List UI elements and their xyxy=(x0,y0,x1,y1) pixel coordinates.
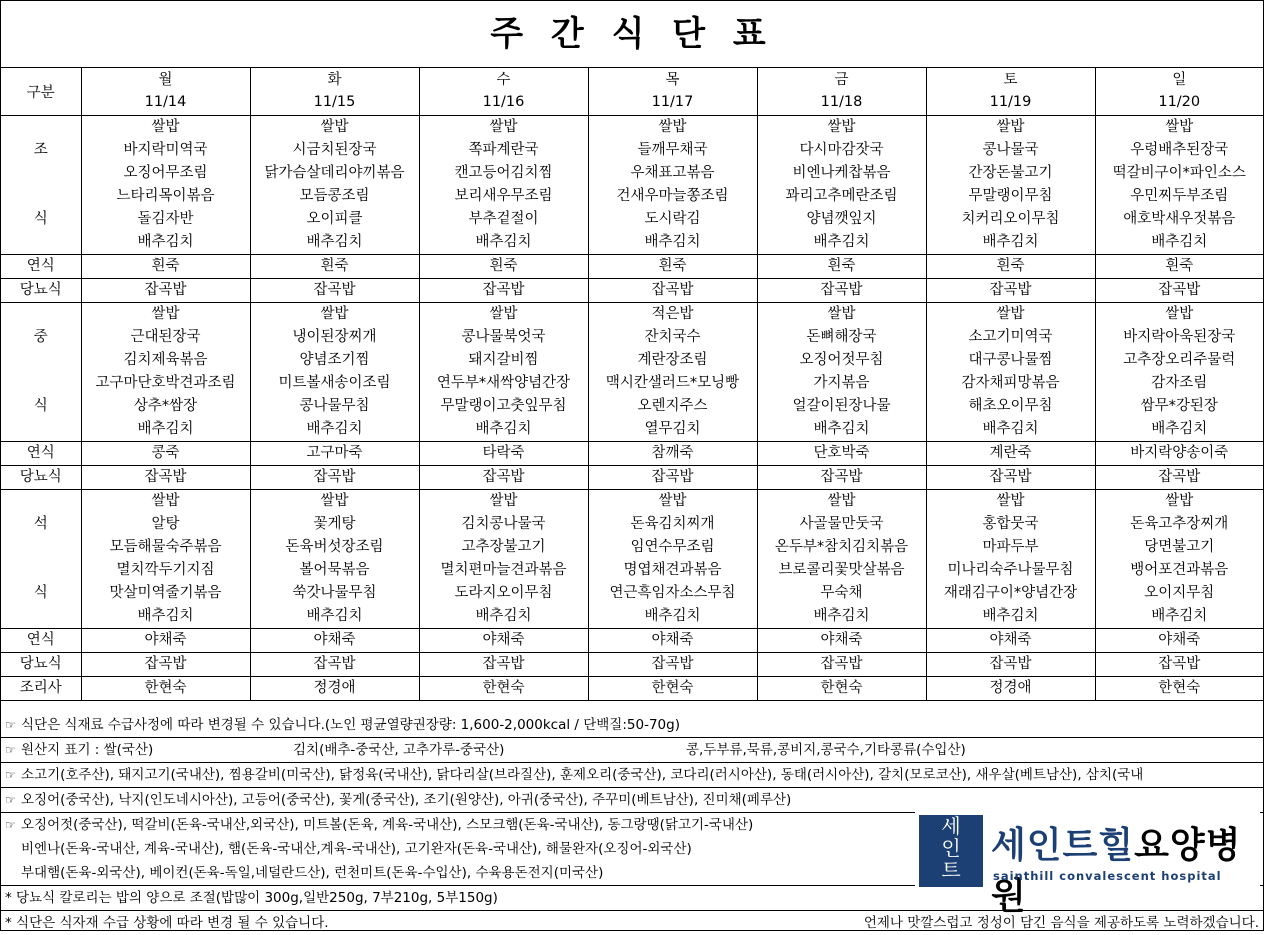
menu-item: 오징어젓무침 xyxy=(757,349,926,372)
menu-item: 야채죽 xyxy=(1095,629,1263,653)
menu-item: 소고기미역국 xyxy=(926,326,1095,349)
menu-item: 당면불고기 xyxy=(1095,536,1263,559)
day-date: 11/14 xyxy=(144,94,187,110)
menu-item: 한현숙 xyxy=(1095,677,1263,701)
day-date: 11/16 xyxy=(482,94,525,110)
note-text: * 당뇨식 칼로리는 밥의 양으로 조절(밥많이 300g,일반250g, 7부210g, 5부150g) xyxy=(5,890,498,906)
meal-label: 당뇨식 xyxy=(1,466,81,490)
weekly-menu-table xyxy=(1,67,1263,701)
menu-item: 도시락김 xyxy=(588,208,757,231)
menu-item: 쪽파계란국 xyxy=(419,139,588,162)
menu-item: 한현숙 xyxy=(757,677,926,701)
menu-item: 흰죽 xyxy=(1095,255,1263,279)
menu-item: 브로콜리꽃맛살볶음 xyxy=(757,559,926,582)
meal-label xyxy=(1,116,81,140)
menu-item: 꽃게탕 xyxy=(250,513,419,536)
menu-item: 고추장오리주물럭 xyxy=(1095,349,1263,372)
menu-item: 김치제육볶음 xyxy=(123,352,208,368)
meal-label: 식 xyxy=(1,208,81,231)
menu-item: 볼어묵볶음 xyxy=(250,559,419,582)
menu-item: 오징어무조림 xyxy=(123,165,208,181)
menu-item: 적은밥 xyxy=(588,303,757,327)
menu-item: 떡갈비구이*파인소스 xyxy=(1095,162,1263,185)
menu-item: 잡곡밥 xyxy=(588,653,757,677)
day-date: 11/20 xyxy=(1158,94,1201,110)
meal-label xyxy=(1,605,81,629)
menu-item: 잡곡밥 xyxy=(419,653,588,677)
menu-item: 잡곡밥 xyxy=(81,466,250,490)
menu-item: 온두부*참치김치볶음 xyxy=(757,536,926,559)
logo-name: 세인트힐요양병원 xyxy=(991,825,1242,917)
menu-item: 정경애 xyxy=(926,677,1095,701)
menu-item: 잡곡밥 xyxy=(81,279,250,303)
day-header-row xyxy=(1,67,1263,116)
menu-item: 바지락미역국 xyxy=(123,142,208,158)
footer-left-text: * 식단은 식자재 수급 상황에 따라 변경 될 수 있습니다. xyxy=(5,915,329,931)
menu-item: 배추김치 xyxy=(81,418,250,442)
menu-item: 연근흑임자소스무침 xyxy=(588,582,757,605)
menu-item: 쌀밥 xyxy=(419,116,588,140)
day-name: 월 xyxy=(158,72,173,88)
menu-item: 쌀밥 xyxy=(151,493,180,509)
menu-item: 바지락아욱된장국 xyxy=(1095,326,1263,349)
menu-item: 흰죽 xyxy=(588,255,757,279)
menu-item: 쌀밥 xyxy=(757,116,926,140)
menu-item: 한현숙 xyxy=(81,677,250,701)
pointing-hand-icon: ☞ xyxy=(5,718,16,732)
menu-item: 야채죽 xyxy=(588,629,757,653)
menu-item: 배추김치 xyxy=(926,231,1095,255)
menu-item: 애호박새우젓볶음 xyxy=(1095,208,1263,231)
menu-item: 시금치된장국 xyxy=(250,139,419,162)
menu-item: 비엔나케찹볶음 xyxy=(757,162,926,185)
meal-label xyxy=(1,349,81,372)
meal-label: 식 xyxy=(1,582,81,605)
menu-item: 잡곡밥 xyxy=(588,279,757,303)
page-title: 주 간 식 단 표 xyxy=(1,1,1263,68)
note-text: 콩,두부류,묵류,콩비지,콩국수,기타콩류(수입산) xyxy=(686,742,966,758)
meal-label: 석 xyxy=(1,513,81,536)
menu-item: 한현숙 xyxy=(419,677,588,701)
pointing-hand-icon: ☞ xyxy=(5,818,16,832)
menu-item: 감자채피망볶음 xyxy=(926,372,1095,395)
menu-item: 열무김치 xyxy=(588,418,757,442)
menu-item: 우렁배추된장국 xyxy=(1095,139,1263,162)
menu-row xyxy=(1,303,1263,327)
note-row xyxy=(1,788,1263,813)
note-text: 비엔나(돈육-국내산, 계육-국내산), 햄(돈육-국내산,계육-국내산), 고기완자(돈육-국내산), 해물완자(오징어-외국산) xyxy=(21,841,692,857)
menu-item: 부추겉절이 xyxy=(419,208,588,231)
menu-item: 배추김치 xyxy=(1095,418,1263,442)
day-date: 11/15 xyxy=(313,94,356,110)
menu-item: 건새우마늘쫑조림 xyxy=(588,185,757,208)
menu-item: 양념조기찜 xyxy=(250,349,419,372)
menu-item: 해초오이무침 xyxy=(926,395,1095,418)
menu-item: 쌀밥 xyxy=(926,490,1095,514)
menu-item: 캔고등어김치찜 xyxy=(419,162,588,185)
menu-item: 꽈리고추메란조림 xyxy=(757,185,926,208)
menu-item: 쌀밥 xyxy=(588,116,757,140)
menu-item: 쌀밥 xyxy=(588,490,757,514)
menu-item: 배추김치 xyxy=(419,418,588,442)
menu-item: 쌀밥 xyxy=(419,490,588,514)
menu-item: 잡곡밥 xyxy=(1095,466,1263,490)
note-text: 김치(배추-중국산, 고추가루-중국산) xyxy=(293,742,505,758)
menu-item: 고구마단호박견과조림 xyxy=(95,375,236,391)
menu-item: 가지볶음 xyxy=(757,372,926,395)
menu-item: 바지락양송이죽 xyxy=(1095,442,1263,466)
menu-item: 쌀밥 xyxy=(1095,303,1263,327)
day-header xyxy=(926,67,1095,116)
menu-row xyxy=(1,139,1263,162)
meal-label: 조리사 xyxy=(1,677,81,701)
logo-emblem: 세 인 트 xyxy=(919,815,983,887)
menu-row xyxy=(1,559,1263,582)
menu-row xyxy=(1,116,1263,140)
menu-item: 쌀밥 xyxy=(151,119,180,135)
menu-item: 잡곡밥 xyxy=(588,466,757,490)
day-name: 수 xyxy=(496,72,511,88)
menu-item: 흰죽 xyxy=(419,255,588,279)
menu-item: 맛살미역줄기볶음 xyxy=(109,585,222,601)
menu-item: 느타리목이볶음 xyxy=(116,188,215,204)
day-name: 일 xyxy=(1172,72,1187,88)
menu-item: 돌김자반 xyxy=(137,211,194,227)
menu-item: 배추김치 xyxy=(250,231,419,255)
menu-item: 양념깻잎지 xyxy=(757,208,926,231)
menu-row xyxy=(1,582,1263,605)
menu-row xyxy=(1,162,1263,185)
note-text: 식단은 식재료 수급사정에 따라 변경될 수 있습니다.(노인 평균열량권장량: 1,600-2,000kcal / 단백질:50-70g) xyxy=(21,717,680,733)
menu-item: 잡곡밥 xyxy=(926,653,1095,677)
menu-item: 마파두부 xyxy=(926,536,1095,559)
menu-item: 감자조림 xyxy=(1095,372,1263,395)
menu-item: 잡곡밥 xyxy=(1095,279,1263,303)
category-header: 구분 xyxy=(1,67,81,116)
menu-item: 잡곡밥 xyxy=(419,279,588,303)
menu-item: 잡곡밥 xyxy=(250,279,419,303)
menu-item: 간장돈불고기 xyxy=(926,162,1095,185)
meal-label xyxy=(1,372,81,395)
menu-item: 배추김치 xyxy=(926,418,1095,442)
menu-item: 계란죽 xyxy=(926,442,1095,466)
day-name: 화 xyxy=(327,72,342,88)
menu-item: 도라지오이무침 xyxy=(419,582,588,605)
menu-row xyxy=(1,418,1263,442)
menu-item: 잔치국수 xyxy=(588,326,757,349)
menu-item: 잡곡밥 xyxy=(1095,653,1263,677)
menu-item: 쌀밥 xyxy=(250,116,419,140)
meal-label xyxy=(1,536,81,559)
menu-item: 모듬콩조림 xyxy=(250,185,419,208)
menu-row xyxy=(1,653,1263,677)
day-date: 11/17 xyxy=(651,94,694,110)
menu-item: 멸치편마늘견과볶음 xyxy=(419,559,588,582)
menu-item: 오렌지주스 xyxy=(588,395,757,418)
menu-item: 흰죽 xyxy=(81,255,250,279)
meal-label: 식 xyxy=(1,395,81,418)
menu-item: 배추김치 xyxy=(81,605,250,629)
pointing-hand-icon: ☞ xyxy=(5,793,16,807)
menu-item: 콩나물무침 xyxy=(250,395,419,418)
menu-item: 한현숙 xyxy=(588,677,757,701)
meal-label xyxy=(1,418,81,442)
note-text: 오징어젓(중국산), 떡갈비(돈육-국내산,외국산), 미트볼(돈육, 계육-국내산), 스모크햄(돈육-국내산), 동그랑땡(닭고기-국내산) xyxy=(21,817,754,833)
menu-item: 배추김치 xyxy=(1095,231,1263,255)
menu-item: 미트볼새송이조림 xyxy=(250,372,419,395)
menu-row xyxy=(1,536,1263,559)
menu-item: 치커리오이무침 xyxy=(926,208,1095,231)
menu-item: 명엽채견과볶음 xyxy=(588,559,757,582)
day-header xyxy=(757,67,926,116)
menu-item: 배추김치 xyxy=(1095,605,1263,629)
menu-item: 대구콩나물찜 xyxy=(926,349,1095,372)
note-text: 원산지 표기 : 쌀(국산) xyxy=(21,742,154,758)
menu-item: 연두부*새싹양념간장 xyxy=(419,372,588,395)
menu-item: 콩나물북엇국 xyxy=(419,326,588,349)
menu-row xyxy=(1,279,1263,303)
meal-label: 중 xyxy=(1,326,81,349)
menu-item: 계란장조림 xyxy=(588,349,757,372)
menu-row xyxy=(1,605,1263,629)
menu-item: 임연수무조림 xyxy=(588,536,757,559)
menu-item: 배추김치 xyxy=(588,605,757,629)
day-header xyxy=(419,67,588,116)
menu-item: 단호박죽 xyxy=(757,442,926,466)
menu-item: 쌀밥 xyxy=(1095,490,1263,514)
day-date: 11/18 xyxy=(820,94,863,110)
day-name: 토 xyxy=(1003,72,1018,88)
menu-item: 상추*쌈장 xyxy=(133,398,198,414)
menu-item: 야채죽 xyxy=(757,629,926,653)
menu-item: 배추김치 xyxy=(419,231,588,255)
day-header xyxy=(250,67,419,116)
menu-item: 배추김치 xyxy=(757,418,926,442)
day-header xyxy=(588,67,757,116)
menu-item: 야채죽 xyxy=(250,629,419,653)
menu-item: 무말랭이무침 xyxy=(926,185,1095,208)
menu-item: 고구마죽 xyxy=(250,442,419,466)
meal-label xyxy=(1,231,81,255)
menu-item: 맥시칸샐러드*모닝빵 xyxy=(588,372,757,395)
menu-item: 잡곡밥 xyxy=(757,279,926,303)
menu-item: 배추김치 xyxy=(250,605,419,629)
menu-item: 쌀밥 xyxy=(250,303,419,327)
menu-item: 잡곡밥 xyxy=(419,466,588,490)
menu-row xyxy=(1,629,1263,653)
menu-item: 흰죽 xyxy=(757,255,926,279)
menu-item: 정경애 xyxy=(250,677,419,701)
menu-item: 타락죽 xyxy=(419,442,588,466)
note-row xyxy=(1,738,1263,763)
menu-item: 잡곡밥 xyxy=(926,279,1095,303)
menu-item: 모듬해물숙주볶음 xyxy=(109,539,222,555)
note-row xyxy=(1,763,1263,788)
menu-item: 야채죽 xyxy=(81,629,250,653)
menu-row xyxy=(1,395,1263,418)
menu-item: 냉이된장찌개 xyxy=(250,326,419,349)
menu-item: 흰죽 xyxy=(926,255,1095,279)
menu-item: 우채표고볶음 xyxy=(588,162,757,185)
menu-item: 야채죽 xyxy=(926,629,1095,653)
menu-item: 쑥갓나물무침 xyxy=(250,582,419,605)
menu-item: 쌀밥 xyxy=(926,303,1095,327)
meal-label xyxy=(1,490,81,514)
menu-item: 배추김치 xyxy=(588,231,757,255)
meal-label: 당뇨식 xyxy=(1,653,81,677)
menu-item: 오이지무침 xyxy=(1095,582,1263,605)
note-text: 부대햄(돈육-외국산), 베이컨(돈육-독일,네덜란드산), 런천미트(돈육-수입산), 수육용돈전지(미국산) xyxy=(21,865,604,881)
meal-label xyxy=(1,303,81,327)
note-text: 오징어(중국산), 낙지(인도네시아산), 고등어(중국산), 꽃게(중국산), 조기(원양산), 아귀(중국산), 주꾸미(베트남산), 진미채(페루산) xyxy=(21,792,792,808)
menu-item: 닭가슴살데리야끼볶음 xyxy=(250,162,419,185)
menu-item: 돈뼈해장국 xyxy=(757,326,926,349)
meal-label: 당뇨식 xyxy=(1,279,81,303)
menu-row xyxy=(1,490,1263,514)
menu-item: 배추김치 xyxy=(757,605,926,629)
menu-item: 돼지갈비찜 xyxy=(419,349,588,372)
menu-row xyxy=(1,513,1263,536)
menu-row xyxy=(1,326,1263,349)
menu-item: 잡곡밥 xyxy=(926,466,1095,490)
meal-label: 연식 xyxy=(1,629,81,653)
menu-item: 쌀밥 xyxy=(419,303,588,327)
menu-item: 무말랭이고춧잎무침 xyxy=(419,395,588,418)
menu-item: 배추김치 xyxy=(926,605,1095,629)
menu-row xyxy=(1,185,1263,208)
menu-item: 보리새우무조림 xyxy=(419,185,588,208)
menu-item: 사골물만둣국 xyxy=(757,513,926,536)
menu-item: 잡곡밥 xyxy=(81,653,250,677)
menu-row xyxy=(1,255,1263,279)
note-text: 소고기(호주산), 돼지고기(국내산), 찜용갈비(미국산), 닭정육(국내산), 닭다리살(브라질산), 훈제오리(중국산), 코다리(러시아산), 동태(러시아산), 갈치(모로코산), 새우살(베트남산), 삼치(국내 xyxy=(21,767,1144,783)
menu-item: 잡곡밥 xyxy=(250,653,419,677)
day-date: 11/19 xyxy=(989,94,1032,110)
hospital-logo xyxy=(915,811,1260,917)
pointing-hand-icon: ☞ xyxy=(5,768,16,782)
day-name: 목 xyxy=(665,72,680,88)
menu-item: 콩나물국 xyxy=(926,139,1095,162)
menu-item: 재래김구이*양념간장 xyxy=(926,582,1095,605)
note-row xyxy=(1,713,1263,738)
menu-item: 돈육고추장찌개 xyxy=(1095,513,1263,536)
menu-row xyxy=(1,208,1263,231)
menu-item: 배추김치 xyxy=(757,231,926,255)
menu-item: 돈육김치찌개 xyxy=(588,513,757,536)
menu-item: 쌀밥 xyxy=(757,490,926,514)
menu-item: 들깨무채국 xyxy=(588,139,757,162)
menu-item: 다시마감잣국 xyxy=(757,139,926,162)
menu-item: 쌀밥 xyxy=(151,306,180,322)
menu-row xyxy=(1,442,1263,466)
menu-item: 멸치깍두기지짐 xyxy=(116,562,215,578)
menu-item: 잡곡밥 xyxy=(757,466,926,490)
meal-label: 조 xyxy=(1,139,81,162)
menu-item: 홍합뭇국 xyxy=(926,513,1095,536)
meal-label xyxy=(1,185,81,208)
logo-subtitle: sainthill convalescent hospital xyxy=(993,869,1222,883)
menu-item: 오이피클 xyxy=(250,208,419,231)
menu-item: 쌀밥 xyxy=(1095,116,1263,140)
menu-item: 김치콩나물국 xyxy=(419,513,588,536)
meal-label xyxy=(1,162,81,185)
footer-right-text: 언제나 맛깔스럽고 정성이 담긴 음식을 제공하도록 노력하겠습니다. xyxy=(863,915,1259,931)
menu-item: 뱅어포견과볶음 xyxy=(1095,559,1263,582)
menu-item: 쌀밥 xyxy=(757,303,926,327)
meal-label: 연식 xyxy=(1,255,81,279)
pointing-hand-icon: ☞ xyxy=(5,743,16,757)
menu-item: 돈육버섯장조림 xyxy=(250,536,419,559)
menu-item: 우민찌두부조림 xyxy=(1095,185,1263,208)
menu-row xyxy=(1,677,1263,701)
day-name: 금 xyxy=(834,72,849,88)
menu-row xyxy=(1,349,1263,372)
menu-row xyxy=(1,372,1263,395)
menu-item: 참깨죽 xyxy=(588,442,757,466)
menu-item: 알탕 xyxy=(151,516,180,532)
menu-item: 배추김치 xyxy=(250,418,419,442)
menu-item: 얼갈이된장나물 xyxy=(757,395,926,418)
menu-item: 흰죽 xyxy=(250,255,419,279)
menu-item: 배추김치 xyxy=(419,605,588,629)
menu-item: 야채죽 xyxy=(419,629,588,653)
menu-item: 쌀밥 xyxy=(926,116,1095,140)
menu-item: 고추장불고기 xyxy=(419,536,588,559)
menu-item: 잡곡밥 xyxy=(757,653,926,677)
menu-item: 쌈무*강된장 xyxy=(1095,395,1263,418)
menu-item: 잡곡밥 xyxy=(250,466,419,490)
menu-item: 미나리숙주나물무침 xyxy=(926,559,1095,582)
menu-item: 쌀밥 xyxy=(250,490,419,514)
menu-item: 콩죽 xyxy=(81,442,250,466)
menu-item: 근대된장국 xyxy=(130,329,201,345)
menu-row xyxy=(1,466,1263,490)
day-header xyxy=(81,67,250,116)
day-header xyxy=(1095,67,1263,116)
menu-row xyxy=(1,231,1263,255)
menu-item: 배추김치 xyxy=(81,231,250,255)
meal-label: 연식 xyxy=(1,442,81,466)
menu-item: 무숙채 xyxy=(757,582,926,605)
meal-label xyxy=(1,559,81,582)
